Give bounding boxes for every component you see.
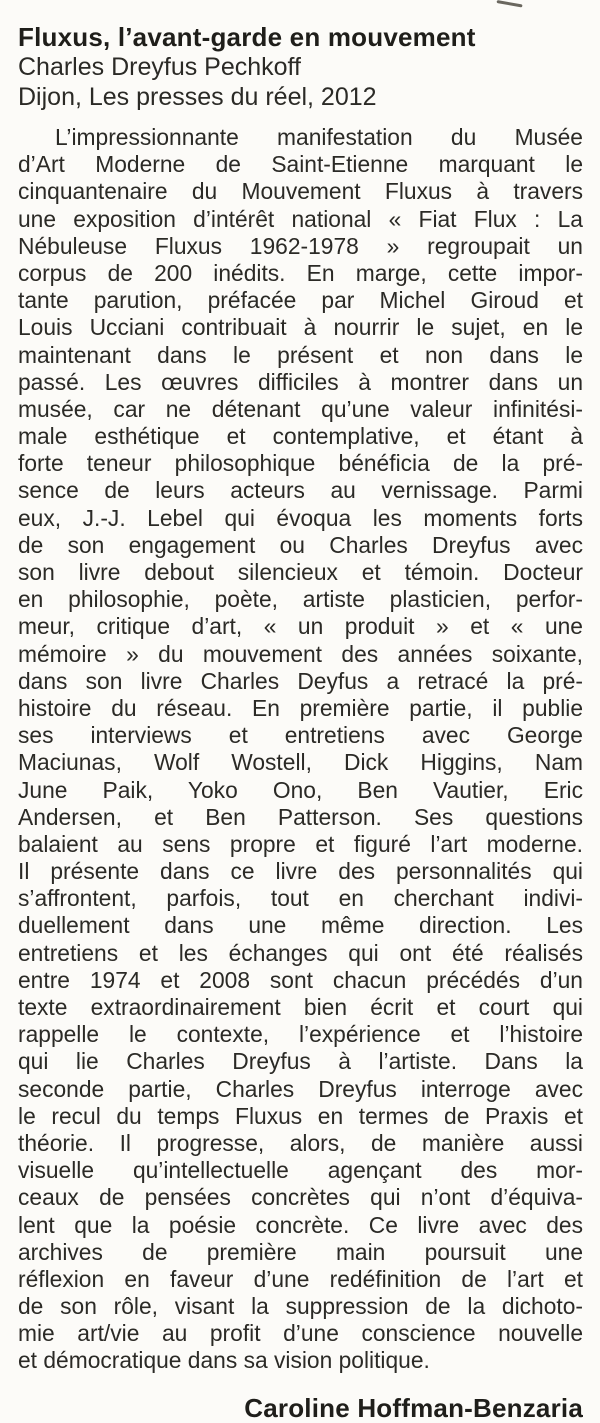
text-line: June Paik, Yoko Ono, Ben Vautier, Eric xyxy=(18,776,583,803)
text-line: mie art/vie au profit d’une conscience nouvelle xyxy=(18,1320,583,1347)
text-line: dans son livre Charles Deyfus a retracé la pré- xyxy=(18,667,583,694)
text-line: Maciunas, Wolf Wostell, Dick Higgins, Nam xyxy=(18,749,583,776)
reviewer-name: Caroline Hoffman-Benzaria xyxy=(244,1392,583,1423)
text-line: passé. Les œuvres difficiles à montrer dans un xyxy=(18,368,583,395)
text-line: mémoire » du mouvement des années soixante, xyxy=(18,640,583,667)
text-line: corpus de 200 inédits. En marge, cette impor- xyxy=(18,259,583,286)
text-line: Nébuleuse Fluxus 1962-1978 » regroupait un xyxy=(18,232,583,259)
book-title: Fluxus, l’avant-garde en mouvement xyxy=(18,22,476,52)
text-line: seconde partie, Charles Dreyfus interroge avec xyxy=(18,1075,583,1102)
text-line: son livre debout silencieux et témoin. Docteur xyxy=(18,559,583,585)
text-line: ses interviews et entretiens avec George xyxy=(18,722,583,749)
book-author: Charles Dreyfus Pechkoff xyxy=(18,53,301,81)
text-line: lent que la poésie concrète. Ce livre avec des xyxy=(18,1211,583,1238)
text-line: texte extraordinairement bien écrit et court qui xyxy=(18,994,583,1020)
text-line: entre 1974 et 2008 sont chacun précédés d’un xyxy=(18,966,583,993)
text-line: de son rôle, visant la suppression de la dichoto- xyxy=(18,1293,583,1320)
text-line: théorie. Il progresse, alors, de manière aussi xyxy=(18,1129,583,1156)
text-line: de son engagement ou Charles Dreyfus avec xyxy=(18,531,583,558)
text-line: musée, car ne détenant qu’une valeur infinitési- xyxy=(18,395,583,422)
text-line: meur, critique d’art, « un produit » et « une xyxy=(18,613,583,640)
text-line: tante parution, préfacée par Michel Giroud et xyxy=(18,287,583,314)
text-line: archives de première main poursuit une xyxy=(18,1238,583,1265)
text-line: L’impressionnante manifestation du Musée xyxy=(55,124,583,150)
text-line: visuelle qu’intellectuelle agençant des mor- xyxy=(18,1157,583,1184)
text-line: une exposition d’intérêt national « Fiat Flux : La xyxy=(18,205,583,232)
text-line: entretiens et les échanges qui ont été réalisés xyxy=(18,939,583,966)
text-line: d’Art Moderne de Saint-Etienne marquant le xyxy=(18,151,583,178)
text-line: Andersen, et Ben Patterson. Ses questions xyxy=(18,803,583,830)
text-line: cinquantenaire du Mouvement Fluxus à travers xyxy=(18,178,583,205)
text-line: eux, J.-J. Lebel qui évoqua les moments forts xyxy=(18,504,583,531)
text-line: rappelle le contexte, l’expérience et l’histoire xyxy=(18,1021,583,1048)
text-line: male esthétique et contemplative, et étant à xyxy=(18,423,583,450)
text-line: forte teneur philosophique bénéficia de la pré- xyxy=(18,450,583,477)
text-line: balaient au sens propre et figuré l’art moderne. xyxy=(18,830,583,857)
text-line: s’affrontent, parfois, tout en cherchant indivi- xyxy=(18,885,583,912)
book-imprint: Dijon, Les presses du réel, 2012 xyxy=(18,83,377,111)
text-line: maintenant dans le présent et non dans le xyxy=(18,341,583,368)
text-line: ceaux de pensées concrètes qui n’ont d’équiva- xyxy=(18,1184,583,1211)
text-line: et démocratique dans sa vision politique. xyxy=(18,1347,430,1374)
text-line: histoire du réseau. En première partie, il publie xyxy=(18,694,583,721)
text-line: en philosophie, poète, artiste plasticien, perfor- xyxy=(18,586,583,613)
text-line: sence de leurs acteurs au vernissage. Parmi xyxy=(18,477,583,504)
review-paragraph xyxy=(18,124,583,1375)
text-line: le recul du temps Fluxus en termes de Praxis et xyxy=(18,1102,583,1129)
text-line: réflexion en faveur d’une redéfinition de l’art et xyxy=(18,1265,583,1292)
text-line: Louis Ucciani contribuait à nourrir le sujet, en le xyxy=(18,314,583,341)
text-line: Il présente dans ce livre des personnalités qui xyxy=(18,858,583,885)
text-line: qui lie Charles Dreyfus à l’artiste. Dans la xyxy=(18,1048,583,1075)
text-line: duellement dans une même direction. Les xyxy=(18,912,583,939)
